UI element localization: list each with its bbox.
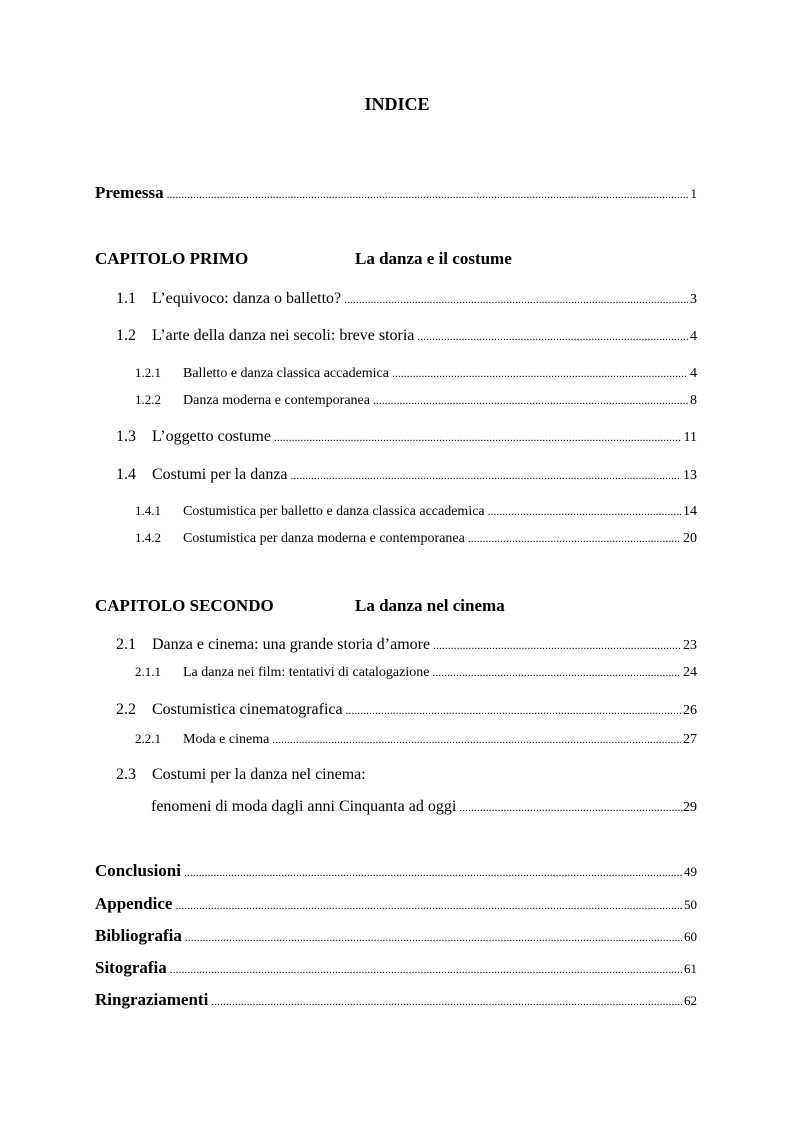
page-number: 8 <box>690 393 697 408</box>
entry-label: Balletto e danza classica accademica <box>183 366 389 381</box>
entry-label-continued: fenomeni di moda dagli anni Cinquanta ad oggi <box>151 798 457 815</box>
dot-leader <box>346 705 681 718</box>
section-number: 1.4.2 <box>135 530 161 545</box>
entry-label: Ringraziamenti <box>95 990 209 1009</box>
dot-leader <box>184 867 682 880</box>
entry-label: Appendice <box>95 894 173 913</box>
toc-entry-1-2-1[interactable] <box>135 365 697 383</box>
page-number: 60 <box>684 929 697 944</box>
dot-leader <box>175 900 682 913</box>
toc-entry-premessa[interactable] <box>95 183 697 203</box>
page-number: 20 <box>683 531 697 546</box>
dot-leader <box>211 996 682 1009</box>
dot-leader <box>344 294 688 307</box>
dot-leader <box>417 331 688 344</box>
chapter-label: CAPITOLO SECONDO <box>95 596 274 615</box>
page-number: 24 <box>683 665 697 680</box>
toc-entry-1-1[interactable] <box>116 289 697 309</box>
entry-label: Sitografia <box>95 958 167 977</box>
page-number: 1 <box>690 186 697 201</box>
toc-entry-bibliografia[interactable] <box>95 926 697 946</box>
section-number: 1.2 <box>116 327 136 344</box>
section-number: 2.1 <box>116 636 136 653</box>
page-number: 29 <box>683 800 697 815</box>
entry-label: L’arte della danza nei secoli: breve storia <box>152 327 415 344</box>
entry-label: Costumistica per balletto e danza classica accademica <box>183 504 485 519</box>
toc-entry-1-3[interactable] <box>116 427 697 447</box>
dot-leader <box>167 189 689 202</box>
entry-label: L’equivoco: danza o balletto? <box>152 290 342 307</box>
dot-leader <box>170 964 682 977</box>
section-number: 1.3 <box>116 428 136 445</box>
section-number: 2.3 <box>116 766 136 783</box>
entry-label: Moda e cinema <box>183 732 270 747</box>
section-number: 2.2 <box>116 701 136 718</box>
toc-entry-2-2-1[interactable] <box>135 731 697 749</box>
dot-leader <box>488 506 681 519</box>
toc-entry-1-4-1[interactable] <box>135 503 697 521</box>
toc-entry-appendice[interactable] <box>95 894 697 914</box>
page-number: 49 <box>684 864 697 879</box>
toc-entry-2-2[interactable] <box>116 700 697 720</box>
toc-entry-2-1-1[interactable] <box>135 664 697 682</box>
chapter-title: La danza nel cinema <box>355 596 505 615</box>
dot-leader <box>433 640 681 653</box>
page-number: 27 <box>683 732 697 747</box>
page-number: 62 <box>684 993 697 1008</box>
dot-leader <box>291 470 681 483</box>
entry-label: Danza moderna e contemporanea <box>183 393 370 408</box>
dot-leader <box>185 932 682 945</box>
section-number: 1.1 <box>116 290 136 307</box>
page-number: 3 <box>690 292 697 307</box>
toc-entry-1-4[interactable] <box>116 465 697 485</box>
page-number: 11 <box>683 430 697 445</box>
chapter-label: CAPITOLO PRIMO <box>95 249 249 268</box>
page-number: 50 <box>684 897 697 912</box>
dot-leader <box>272 734 681 747</box>
page-number: 23 <box>683 638 697 653</box>
toc-entry-1-2[interactable] <box>116 326 697 346</box>
page-number: 26 <box>683 703 697 718</box>
entry-label: Conclusioni <box>95 861 181 880</box>
chapter-heading-1 <box>95 249 512 269</box>
entry-label: Costumi per la danza nel cinema: <box>152 766 366 783</box>
page-number: 4 <box>690 366 697 381</box>
entry-label: Premessa <box>95 183 164 202</box>
entry-label: L’oggetto costume <box>152 428 271 445</box>
entry-label: Danza e cinema: una grande storia d’amore <box>152 636 431 653</box>
toc-entry-conclusioni[interactable] <box>95 861 697 881</box>
entry-label: Bibliografia <box>95 926 182 945</box>
entry-label: Costumistica per danza moderna e contemporanea <box>183 531 465 546</box>
dot-leader <box>459 802 683 815</box>
entry-label: Costumi per la danza <box>152 466 288 483</box>
dot-leader <box>468 533 681 546</box>
section-number: 1.2.1 <box>135 365 161 380</box>
section-number: 1.4.1 <box>135 503 161 518</box>
toc-entry-sitografia[interactable] <box>95 958 697 978</box>
page-number: 13 <box>683 468 697 483</box>
chapter-heading-2 <box>95 596 505 616</box>
toc-entry-1-2-2[interactable] <box>135 392 697 410</box>
section-number: 2.2.1 <box>135 731 161 746</box>
dot-leader <box>432 667 681 680</box>
section-number: 2.1.1 <box>135 664 161 679</box>
page-number: 14 <box>683 504 697 519</box>
toc-entry-2-3-line1[interactable] <box>116 766 366 784</box>
dot-leader <box>274 432 682 445</box>
dot-leader <box>373 395 688 408</box>
section-number: 1.2.2 <box>135 392 161 407</box>
toc-entry-ringraziamenti[interactable] <box>95 990 697 1010</box>
chapter-title: La danza e il costume <box>355 249 512 268</box>
entry-label: Costumistica cinematografica <box>152 701 343 718</box>
toc-entry-2-1[interactable] <box>116 635 697 655</box>
entry-label: La danza nei film: tentativi di catalogazione <box>183 665 430 680</box>
page-number: 61 <box>684 961 697 976</box>
toc-entry-1-4-2[interactable] <box>135 530 697 548</box>
page-title: INDICE <box>364 94 430 114</box>
page-number: 4 <box>690 329 697 344</box>
dot-leader <box>392 368 688 381</box>
toc-entry-2-3-line2[interactable] <box>151 797 697 817</box>
section-number: 1.4 <box>116 466 136 483</box>
